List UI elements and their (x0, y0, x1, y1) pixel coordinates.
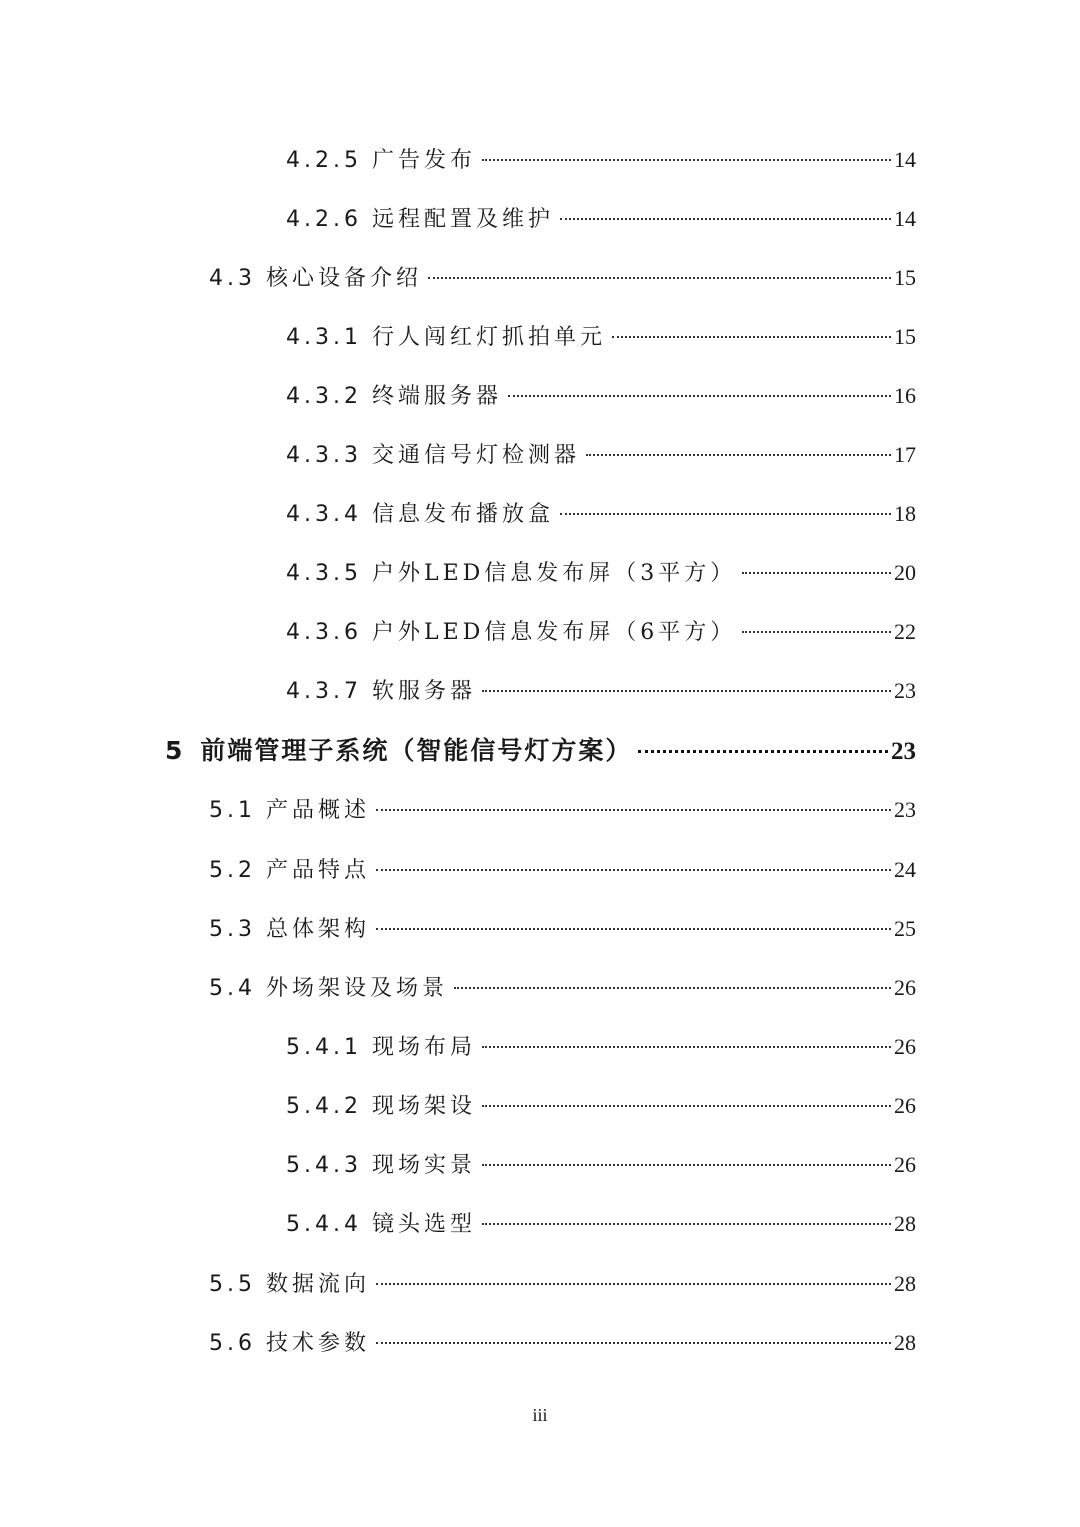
toc-entry-title: 软服务器 (371, 679, 476, 704)
dot-leader (482, 1105, 891, 1107)
toc-entry-title: 行人闯红灯抓拍单元 (371, 325, 606, 350)
toc-entry-4-3-7[interactable] (286, 671, 916, 711)
dot-leader (638, 750, 888, 753)
toc-entry-title: 户外LED信息发布屏（6平方） (371, 620, 737, 645)
toc-entry-number: 4.3.7 (286, 679, 362, 704)
toc-entry-page: 25 (894, 916, 916, 941)
dot-leader (508, 395, 891, 397)
toc-entry-4-3-4[interactable] (286, 494, 916, 534)
toc-entry-number: 5.1 (209, 798, 256, 823)
toc-entry-5-6[interactable] (209, 1323, 916, 1363)
dot-leader (742, 631, 891, 633)
toc-entry-page: 23 (894, 678, 916, 703)
toc-entry-5-3[interactable] (209, 909, 916, 949)
dot-leader (428, 277, 891, 279)
toc-entry-5-5[interactable] (209, 1264, 916, 1304)
toc-entry-5-4-3[interactable] (286, 1145, 916, 1185)
dot-leader (454, 987, 891, 989)
toc-entry-number: 5 (165, 736, 183, 765)
toc-entry-5-1[interactable] (209, 790, 916, 830)
toc-entry-4-3-2[interactable] (286, 376, 916, 416)
dot-leader (560, 218, 891, 220)
toc-entry-number: 4.3.1 (286, 325, 362, 350)
toc-entry-number: 5.4 (209, 976, 256, 1001)
toc-entry-page: 26 (894, 975, 916, 1000)
toc-entry-4-2-5[interactable] (286, 140, 916, 180)
toc-entry-page: 15 (894, 324, 916, 349)
toc-entry-page: 18 (894, 501, 916, 526)
toc-entry-title: 产品特点 (266, 858, 371, 883)
toc-entry-title: 信息发布播放盒 (371, 502, 554, 527)
toc-entry-page: 16 (894, 383, 916, 408)
toc-entry-page: 28 (894, 1271, 916, 1296)
toc-entry-title: 镜头选型 (371, 1212, 476, 1237)
dot-leader (376, 1342, 891, 1344)
toc-entry-number: 4.3.5 (286, 561, 362, 586)
dot-leader (612, 336, 891, 338)
toc-entry-title: 现场架设 (371, 1094, 476, 1119)
dot-leader (482, 1223, 891, 1225)
toc-entry-number: 5.4.3 (286, 1153, 362, 1178)
toc-entry-page: 23 (891, 738, 916, 765)
toc-entry-page: 28 (894, 1211, 916, 1236)
toc-entry-number: 5.4.2 (286, 1094, 362, 1119)
dot-leader (482, 159, 891, 161)
toc-entry-5-4[interactable] (209, 968, 916, 1008)
toc-entry-title: 外场架设及场景 (266, 976, 449, 1001)
toc-entry-title: 户外LED信息发布屏（3平方） (371, 561, 737, 586)
toc-entry-number: 5.2 (209, 858, 256, 883)
toc-entry-4-3-3[interactable] (286, 435, 916, 475)
toc-entry-number: 4.3 (209, 266, 256, 291)
toc-entry-number: 4.3.4 (286, 502, 362, 527)
toc-entry-title: 核心设备介绍 (266, 266, 423, 291)
toc-entry-number: 4.3.2 (286, 384, 362, 409)
page-number-footer: iii (532, 1405, 548, 1425)
toc-entry-page: 26 (894, 1034, 916, 1059)
toc-entry-4-3[interactable] (209, 258, 916, 298)
toc-entry-page: 22 (894, 619, 916, 644)
toc-entry-page: 26 (894, 1093, 916, 1118)
toc-entry-title: 数据流向 (266, 1272, 371, 1297)
toc-entry-page: 23 (894, 797, 916, 822)
dot-leader (482, 690, 891, 692)
toc-entry-number: 5.6 (209, 1331, 256, 1356)
dot-leader (560, 513, 891, 515)
toc-entry-number: 4.2.5 (286, 148, 362, 173)
dot-leader (742, 572, 891, 574)
toc-entry-title: 产品概述 (266, 798, 371, 823)
dot-leader (482, 1164, 891, 1166)
toc-entry-5-4-2[interactable] (286, 1086, 916, 1126)
toc-entry-title: 总体架构 (266, 917, 371, 942)
toc-entry-number: 4.3.6 (286, 620, 362, 645)
toc-entry-title: 终端服务器 (371, 384, 502, 409)
dot-leader (482, 1046, 891, 1048)
toc-entry-title: 远程配置及维护 (371, 207, 554, 232)
toc-entry-5-4-4[interactable] (286, 1204, 916, 1244)
toc-entry-title: 现场实景 (371, 1153, 476, 1178)
dot-leader (376, 869, 891, 871)
dot-leader (376, 1283, 891, 1285)
toc-entry-chapter-5[interactable] (165, 731, 916, 771)
toc-entry-page: 14 (894, 206, 916, 231)
toc-entry-title: 交通信号灯检测器 (371, 443, 580, 468)
toc-entry-number: 4.2.6 (286, 207, 362, 232)
toc-entry-4-3-6[interactable] (286, 612, 916, 652)
toc-entry-4-2-6[interactable] (286, 199, 916, 239)
dot-leader (586, 454, 891, 456)
dot-leader (376, 809, 891, 811)
toc-entry-5-4-1[interactable] (286, 1027, 916, 1067)
toc-entry-title: 技术参数 (266, 1331, 371, 1356)
toc-entry-page: 17 (894, 442, 916, 467)
toc-entry-5-2[interactable] (209, 850, 916, 890)
toc-entry-page: 24 (894, 857, 916, 882)
toc-entry-4-3-5[interactable] (286, 553, 916, 593)
toc-entry-title: 前端管理子系统（智能信号灯方案） (200, 736, 633, 765)
toc-entry-4-3-1[interactable] (286, 317, 916, 357)
toc-entry-page: 20 (894, 560, 916, 585)
toc-entry-number: 5.3 (209, 917, 256, 942)
toc-entry-page: 26 (894, 1152, 916, 1177)
toc-entry-page: 15 (894, 265, 916, 290)
toc-entry-page: 28 (894, 1330, 916, 1355)
toc-entry-number: 4.3.3 (286, 443, 362, 468)
toc-entry-number: 5.4.4 (286, 1212, 362, 1237)
toc-entry-number: 5.4.1 (286, 1035, 362, 1060)
dot-leader (376, 928, 891, 930)
toc-entry-title: 现场布局 (371, 1035, 476, 1060)
toc-entry-title: 广告发布 (371, 148, 476, 173)
toc-entry-number: 5.5 (209, 1272, 256, 1297)
toc-entry-page: 14 (894, 147, 916, 172)
